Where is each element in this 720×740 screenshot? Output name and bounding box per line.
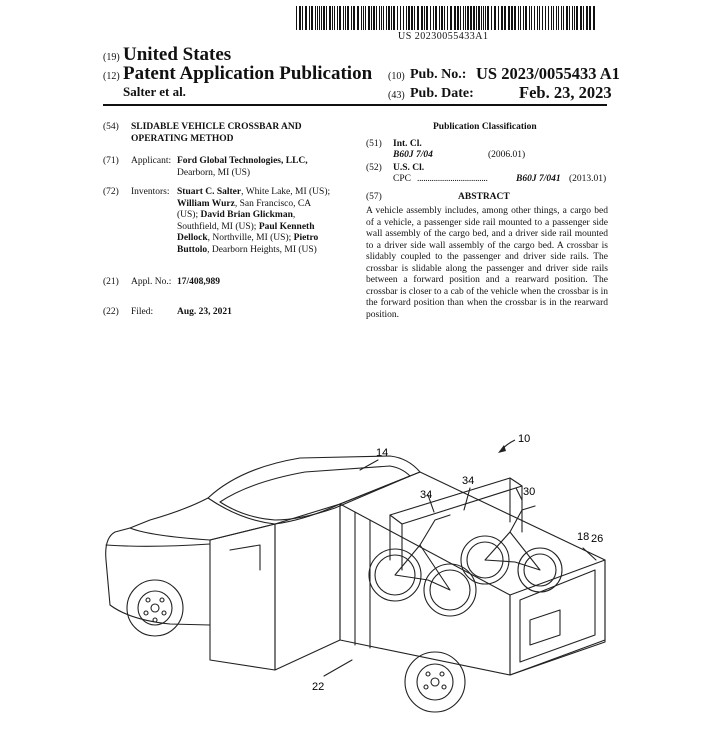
authors: Salter et al. (123, 84, 186, 99)
filed-date: Aug. 23, 2021 (177, 307, 232, 317)
barcode-bar (485, 6, 486, 30)
barcode-bar (323, 6, 325, 30)
barcode-bar (381, 6, 382, 30)
cab-side (275, 504, 340, 670)
inventor-location: , White Lake, MI (US); (241, 187, 331, 197)
barcode-bar (450, 6, 452, 30)
barcode-bar (574, 6, 575, 30)
barcode-bar (368, 6, 370, 30)
inventors-code: (72) (103, 187, 119, 197)
barcode-bar (334, 6, 335, 30)
label-26: 26 (591, 533, 604, 545)
barcode-bar (315, 6, 316, 30)
barcode-bar (441, 6, 443, 30)
barcode-bar (551, 6, 552, 30)
barcode-bar (311, 6, 313, 30)
inventor-location: Southfield, MI (US); (177, 221, 257, 232)
title-code: (54) (103, 122, 119, 132)
barcode-bar (558, 6, 559, 30)
barcode-bar (361, 6, 362, 30)
barcode-bar (305, 6, 307, 30)
barcode-bar (569, 6, 570, 30)
barcode-bar (531, 6, 532, 30)
appl-code: (21) (103, 277, 119, 287)
barcode-bar (465, 6, 466, 30)
barcode-bar (326, 6, 327, 30)
barcode-bar (309, 6, 310, 30)
inventor-location: , San Francisco, CA (234, 198, 312, 209)
inventor-name: Dellock (177, 233, 208, 244)
barcode-bar (580, 6, 582, 30)
barcode-bar (447, 6, 448, 30)
label-34b: 34 (462, 475, 475, 487)
barcode-bar (566, 6, 568, 30)
barcode-bar (542, 6, 543, 30)
crossbar (390, 478, 522, 524)
barcode-bar (473, 6, 475, 30)
barcode-bar (345, 6, 346, 30)
truck-figure (90, 420, 630, 735)
pub-no-label: Pub. No.: (410, 67, 467, 82)
barcode-bar (386, 6, 387, 30)
cpc-label: CPC (393, 174, 411, 184)
barcode-bar (501, 6, 503, 30)
windshield (130, 498, 275, 540)
barcode-bar (518, 6, 519, 30)
inventors-list: Stuart C. Salter, White Lake, MI (US); William Wurz, San Francisco, CA (US); David Brian Glickman, Southfield, MI (US); Paul Kenneth Dellock, Northville, MI (US); Pietro Buttolo, Dearborn Heights, MI (US) (177, 187, 331, 255)
pub-no: US 2023/0055433 A1 (476, 64, 620, 83)
barcode-bar (460, 6, 461, 30)
barcode-bar (388, 6, 390, 30)
barcode-bar (545, 6, 546, 30)
uscl-code: (52) (366, 163, 382, 173)
intcl-year: (2006.01) (488, 150, 526, 160)
uscl-label: U.S. Cl. (393, 163, 425, 173)
barcode-bar (511, 6, 513, 30)
inventor-location: , Northville, MI (US); (207, 233, 294, 244)
title-line-2: OPERATING METHOD (131, 134, 234, 144)
barcode-bar (467, 6, 469, 30)
barcode-bar (498, 6, 499, 30)
barcode-bar (379, 6, 380, 30)
barcode-bar (586, 6, 588, 30)
barcode-bar (553, 6, 554, 30)
applicant-name: Ford Global Technologies, LLC, (177, 156, 308, 166)
header-rule (103, 104, 607, 106)
barcode-bar (347, 6, 349, 30)
inventor-name: William Wurz (177, 198, 235, 209)
barcode-bar (321, 6, 322, 30)
barcode-bar (391, 6, 392, 30)
barcode-bar (403, 6, 404, 30)
barcode-bar (383, 6, 384, 30)
barcode-bar (572, 6, 573, 30)
barcode-bar (525, 6, 527, 30)
barcode-bar (417, 6, 419, 30)
barcode-bar (529, 6, 530, 30)
barcode-bar (357, 6, 359, 30)
barcode-bar (478, 6, 480, 30)
inventor-name: Buttolo (177, 244, 208, 255)
barcode-bar (539, 6, 540, 30)
barcode-bar (537, 6, 538, 30)
barcode-bar (439, 6, 440, 30)
barcode-bar (299, 6, 301, 30)
filed-code: (22) (103, 307, 119, 317)
barcode-bar (371, 6, 372, 30)
barcode-bar (337, 6, 338, 30)
barcode-bar (514, 6, 516, 30)
barcode-bar (520, 6, 521, 30)
rear-wheel (405, 652, 465, 712)
barcode-bar (444, 6, 445, 30)
intcl-label: Int. Cl. (393, 139, 422, 149)
barcode-bar (414, 6, 415, 30)
barcode-bar (457, 6, 459, 30)
barcode-bar (589, 6, 591, 30)
barcode-bar (476, 6, 477, 30)
publication-type: Patent Application Publication (123, 63, 373, 84)
intcl-value: B60J 7/04 (393, 150, 433, 160)
abstract-title: ABSTRACT (458, 192, 510, 202)
barcode-bar (351, 6, 352, 30)
appl-no: 17/408,989 (177, 277, 221, 287)
inventor-location: , Dearborn Heights, MI (US) (207, 244, 317, 255)
inventor-location: (US); (177, 210, 201, 221)
barcode-bar (339, 6, 341, 30)
barcode-bar (426, 6, 428, 30)
barcode-bar (363, 6, 364, 30)
barcode-bar (421, 6, 423, 30)
pub-date: Feb. 23, 2023 (519, 83, 612, 102)
country-code: (19) (103, 52, 120, 63)
barcode-bar (424, 6, 425, 30)
label-30: 30 (523, 486, 536, 498)
abstract-code: (57) (366, 192, 382, 202)
barcode-bar (353, 6, 355, 30)
barcode-bar (408, 6, 410, 30)
label-14: 14 (376, 447, 389, 459)
barcode-bar (508, 6, 510, 30)
barcode-bar (504, 6, 506, 30)
barcode-bar (593, 6, 595, 30)
pub-class-title: Publication Classification (433, 122, 537, 132)
abstract-text: A vehicle assembly includes, among other things, a cargo bed of a vehicle, a passenger side rail mounted to a passenger side wall assembly of the cargo bed, and a driver side rail mounted to a driver side wall assembly of the cargo bed. A crossbar is slidably coupled to the passenger and driver side rails. The crossbar is slidable along the passenger and driver side rails between a forward position and a rearward position. The crossbar is closer to a cab of the vehicle when the crossbar is in the forward position than when the crossbar is in the rearward position. (366, 206, 608, 320)
barcode-bar (563, 6, 564, 30)
title-line-1: SLIDABLE VEHICLE CROSSBAR AND (131, 122, 302, 132)
barcode-bar (534, 6, 535, 30)
inventor-name: Pietro (293, 233, 319, 244)
barcode-bar (406, 6, 407, 30)
front-wheel (127, 580, 183, 636)
label-22: 22 (312, 681, 325, 693)
barcode-bar (454, 6, 456, 30)
barcode-bar (373, 6, 375, 30)
intcl-code: (51) (366, 139, 382, 149)
patent-drawing (90, 420, 630, 735)
barcode-bar (435, 6, 437, 30)
label-18: 18 (577, 531, 590, 543)
barcode-bar (376, 6, 377, 30)
barcode-bar (411, 6, 413, 30)
type-code: (12) (103, 71, 120, 82)
barcode-bar (400, 6, 401, 30)
appl-label: Appl. No.: (131, 277, 172, 287)
pub-date-label: Pub. Date: (410, 86, 474, 101)
country: United States (123, 44, 232, 65)
barcode-bar (548, 6, 549, 30)
applicant-label: Applicant: (131, 156, 172, 166)
barcode-bar (487, 6, 489, 30)
barcode-bar (483, 6, 484, 30)
inventors-label: Inventors: (131, 187, 170, 197)
label-10: 10 (518, 433, 531, 445)
barcode-bar (365, 6, 366, 30)
barcode-bar (494, 6, 496, 30)
applicant-code: (71) (103, 156, 119, 166)
barcode-bar (561, 6, 562, 30)
barcode-bar (470, 6, 472, 30)
barcode-bar (556, 6, 557, 30)
barcode-bar (481, 6, 482, 30)
barcode-bar (433, 6, 434, 30)
barcode-bar (397, 6, 398, 30)
barcode-bar (583, 6, 584, 30)
bed-wall-front (340, 504, 510, 675)
barcode (296, 6, 596, 30)
barcode-bar (430, 6, 431, 30)
barcode-bar (523, 6, 524, 30)
cpc-year: (2013.01) (569, 174, 607, 184)
inventor-name: David Brian Glickman (200, 210, 293, 221)
barcode-bar (302, 6, 303, 30)
barcode-bar (332, 6, 333, 30)
inventor-name: Paul Kenneth (258, 221, 315, 232)
cpc-dots: .................................. (417, 174, 488, 184)
barcode-bar (491, 6, 492, 30)
barcode-bar (343, 6, 344, 30)
barcode-number: US 20230055433A1 (398, 31, 489, 42)
pub-date-code: (43) (388, 90, 405, 101)
filed-label: Filed: (131, 307, 154, 317)
barcode-bar (576, 6, 578, 30)
barcode-bar (329, 6, 331, 30)
pub-no-code: (10) (388, 71, 405, 82)
label-34a: 34 (420, 489, 433, 501)
cpc-value: B60J 7/041 (516, 174, 561, 184)
barcode-bar (319, 6, 320, 30)
barcode-bar (393, 6, 395, 30)
inventor-name: Stuart C. Salter (177, 187, 242, 197)
barcode-bar (317, 6, 318, 30)
barcode-bar (463, 6, 464, 30)
applicant-city: Dearborn, MI (US) (177, 168, 251, 178)
barcode-bar (296, 6, 297, 30)
